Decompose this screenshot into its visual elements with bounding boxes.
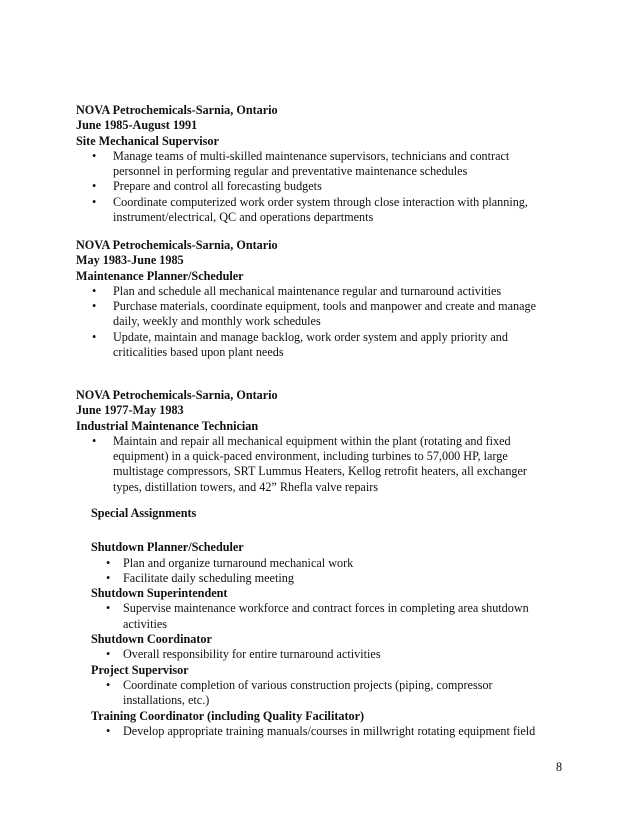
- company-name: NOVA Petrochemicals-Sarnia, Ontario: [76, 238, 278, 252]
- special-assignments: [91, 506, 541, 739]
- duty-item: • Plan and schedule all mechanical maintenance regular and turnaround activities: [76, 284, 556, 299]
- role-duty-list: [91, 678, 541, 709]
- role-duty-item: • Facilitate daily scheduling meeting: [91, 571, 541, 586]
- duty-item: • Update, maintain and manage backlog, work order system and apply priority and criticalities based upon plant needs: [76, 330, 556, 361]
- duty-item: • Maintain and repair all mechanical equipment within the plant (rotating and fixed equipment) in a quick-paced environment, including turbines to 57,000 HP, large multistage compressors, SRT Lummus Heaters, Kellog retrofit heaters, all exchanger types, distillation towers, and 42” Rhefla valve repairs: [76, 434, 556, 495]
- role-title: Training Coordinator (including Quality Facilitator): [91, 708, 365, 723]
- role-title: Project Supervisor: [91, 662, 189, 677]
- role-duty-list: [91, 556, 541, 587]
- role-duty-list: [91, 724, 541, 739]
- job-title: Industrial Maintenance Technician: [76, 418, 259, 433]
- role-title: Shutdown Superintendent: [91, 586, 228, 601]
- special-heading: Special Assignments: [91, 506, 197, 520]
- duty-list: [76, 284, 556, 360]
- job-title: Maintenance Planner/Scheduler: [76, 268, 244, 283]
- job-section-2: [76, 238, 556, 360]
- company-name: NOVA Petrochemicals-Sarnia, Ontario: [76, 103, 278, 117]
- role-title: Shutdown Coordinator: [91, 632, 212, 647]
- role-duty-item: • Develop appropriate training manuals/courses in millwright rotating equipment field: [91, 724, 541, 739]
- job-dates: June 1985-August 1991: [76, 118, 198, 133]
- job-dates: May 1983-June 1985: [76, 253, 184, 268]
- role-duty-item: • Coordinate completion of various construction projects (piping, compressor installations, etc.): [91, 678, 541, 709]
- role-duty-item: • Supervise maintenance workforce and contract forces in completing area shutdown activities: [91, 601, 541, 632]
- duty-item: • Purchase materials, coordinate equipment, tools and manpower and create and manage daily, weekly and monthly work schedules: [76, 299, 556, 330]
- role-duty-item: • Overall responsibility for entire turnaround activities: [91, 647, 541, 662]
- role-duty-list: [91, 601, 541, 632]
- page-number: 8: [556, 760, 563, 774]
- duty-item: • Coordinate computerized work order system through close interaction with planning, instrument/electrical, QC and operations departments: [76, 195, 556, 226]
- job-dates: June 1977-May 1983: [76, 403, 184, 418]
- role-duty-item: • Plan and organize turnaround mechanical work: [91, 556, 541, 571]
- duty-item: • Manage teams of multi-skilled maintenance supervisors, technicians and contract personnel in performing regular and preventative maintenance schedules: [76, 149, 556, 180]
- company-name: NOVA Petrochemicals-Sarnia, Ontario: [76, 388, 278, 402]
- job-section-1: [76, 103, 556, 225]
- job-section-3: [76, 388, 556, 495]
- duty-list: [76, 434, 556, 495]
- role-title: Shutdown Planner/Scheduler: [91, 540, 244, 555]
- duty-item: • Prepare and control all forecasting budgets: [76, 179, 556, 194]
- role-duty-list: [91, 647, 541, 662]
- job-title: Site Mechanical Supervisor: [76, 133, 219, 148]
- duty-list: [76, 149, 556, 225]
